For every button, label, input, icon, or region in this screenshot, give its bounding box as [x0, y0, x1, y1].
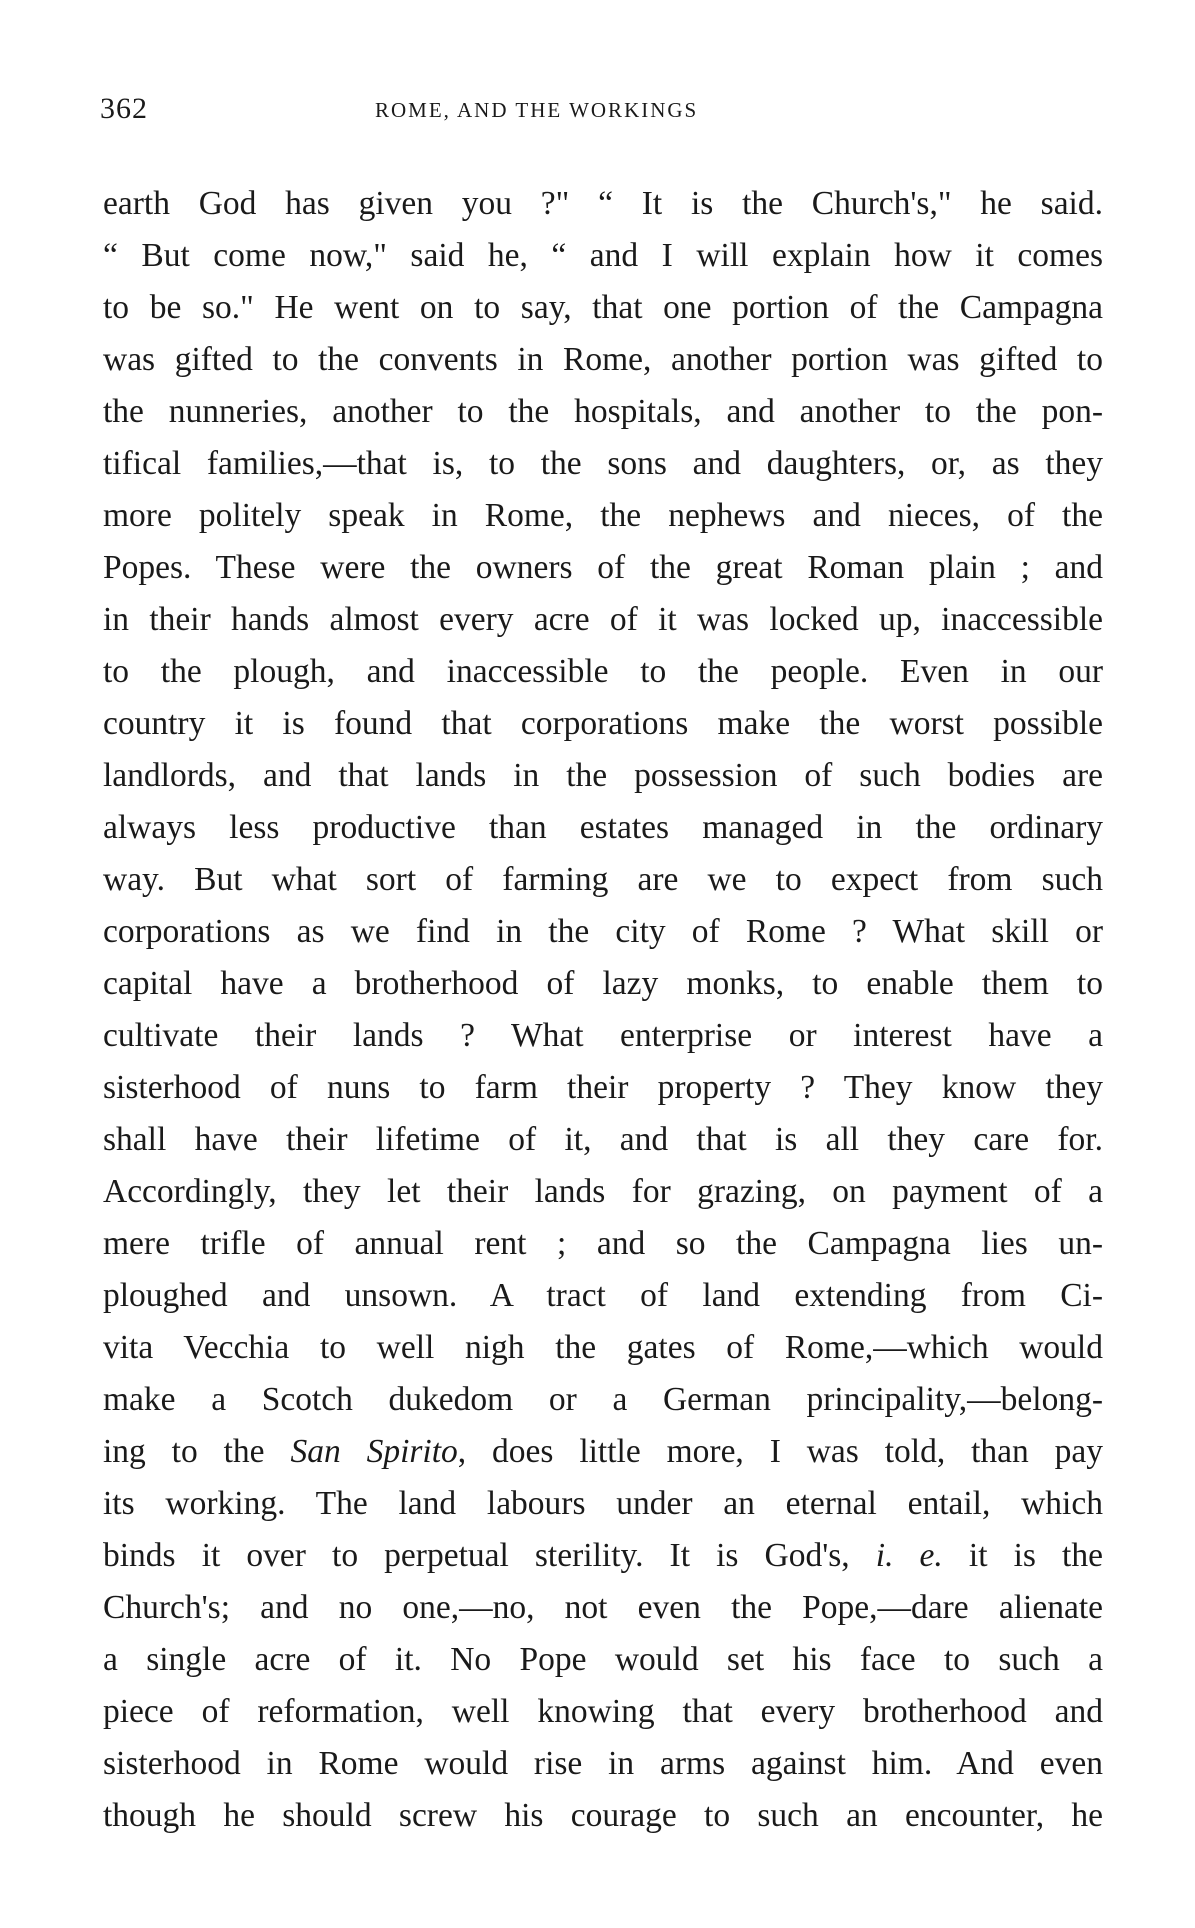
text-line: binds it over to perpetual sterility. It is God's, i. e. it is the	[103, 1537, 1103, 1574]
text-line: more politely speak in Rome, the nephews and nieces, of the	[103, 497, 1103, 534]
text-line: corporations as we find in the city of Rome ? What skill or	[103, 913, 1103, 950]
page-number: 362	[100, 92, 148, 125]
text-line: ploughed and unsown. A tract of land extending from Ci-	[103, 1277, 1103, 1314]
text-line: was gifted to the convents in Rome, another portion was gifted to	[103, 341, 1103, 378]
text-line: the nunneries, another to the hospitals, and another to the pon-	[103, 393, 1103, 430]
text-line: tifical families,—that is, to the sons and daughters, or, as they	[103, 445, 1103, 482]
text-line: always less productive than estates managed in the ordinary	[103, 809, 1103, 846]
text-line: a single acre of it. No Pope would set his face to such a	[103, 1641, 1103, 1678]
text-line: to the plough, and inaccessible to the people. Even in our	[103, 653, 1103, 690]
italic-text: i. e.	[875, 1537, 943, 1574]
running-head	[100, 92, 1100, 132]
text-line: sisterhood of nuns to farm their property ? They know they	[103, 1069, 1103, 1106]
text-line: Church's; and no one,—no, not even the Pope,—dare alienate	[103, 1589, 1103, 1626]
text-line: Accordingly, they let their lands for grazing, on payment of a	[103, 1173, 1103, 1210]
text-line: vita Vecchia to well nigh the gates of Rome,—which would	[103, 1329, 1103, 1366]
text-line: shall have their lifetime of it, and that is all they care for.	[103, 1121, 1103, 1158]
text-line: piece of reformation, well knowing that every brotherhood and	[103, 1693, 1103, 1730]
text-line: its working. The land labours under an eternal entail, which	[103, 1485, 1103, 1522]
body-text	[103, 178, 1103, 1842]
text-line: capital have a brotherhood of lazy monks, to enable them to	[103, 965, 1103, 1002]
text-line: in their hands almost every acre of it was locked up, inaccessible	[103, 601, 1103, 638]
text-line: make a Scotch dukedom or a German principality,—belong-	[103, 1381, 1103, 1418]
text-line: though he should screw his courage to such an encounter, he	[103, 1797, 1103, 1834]
text-line: landlords, and that lands in the possession of such bodies are	[103, 757, 1103, 794]
text-line: cultivate their lands ? What enterprise or interest have a	[103, 1017, 1103, 1054]
text-line: earth God has given you ?" “ It is the Church's," he said.	[103, 185, 1103, 222]
text-line: Popes. These were the owners of the great Roman plain ; and	[103, 549, 1103, 586]
running-title: ROME, AND THE WORKINGS	[375, 98, 699, 122]
text-line: ing to the San Spirito, does little more, I was told, than pay	[103, 1433, 1103, 1470]
text-line: “ But come now," said he, “ and I will explain how it comes	[103, 237, 1103, 274]
text-line: way. But what sort of farming are we to expect from such	[103, 861, 1103, 898]
text-line: to be so." He went on to say, that one portion of the Campagna	[103, 289, 1103, 326]
italic-text: San Spirito	[290, 1433, 458, 1470]
text-line: sisterhood in Rome would rise in arms against him. And even	[103, 1745, 1103, 1782]
text-line: country it is found that corporations make the worst possible	[103, 705, 1103, 742]
text-line: mere trifle of annual rent ; and so the Campagna lies un-	[103, 1225, 1103, 1262]
